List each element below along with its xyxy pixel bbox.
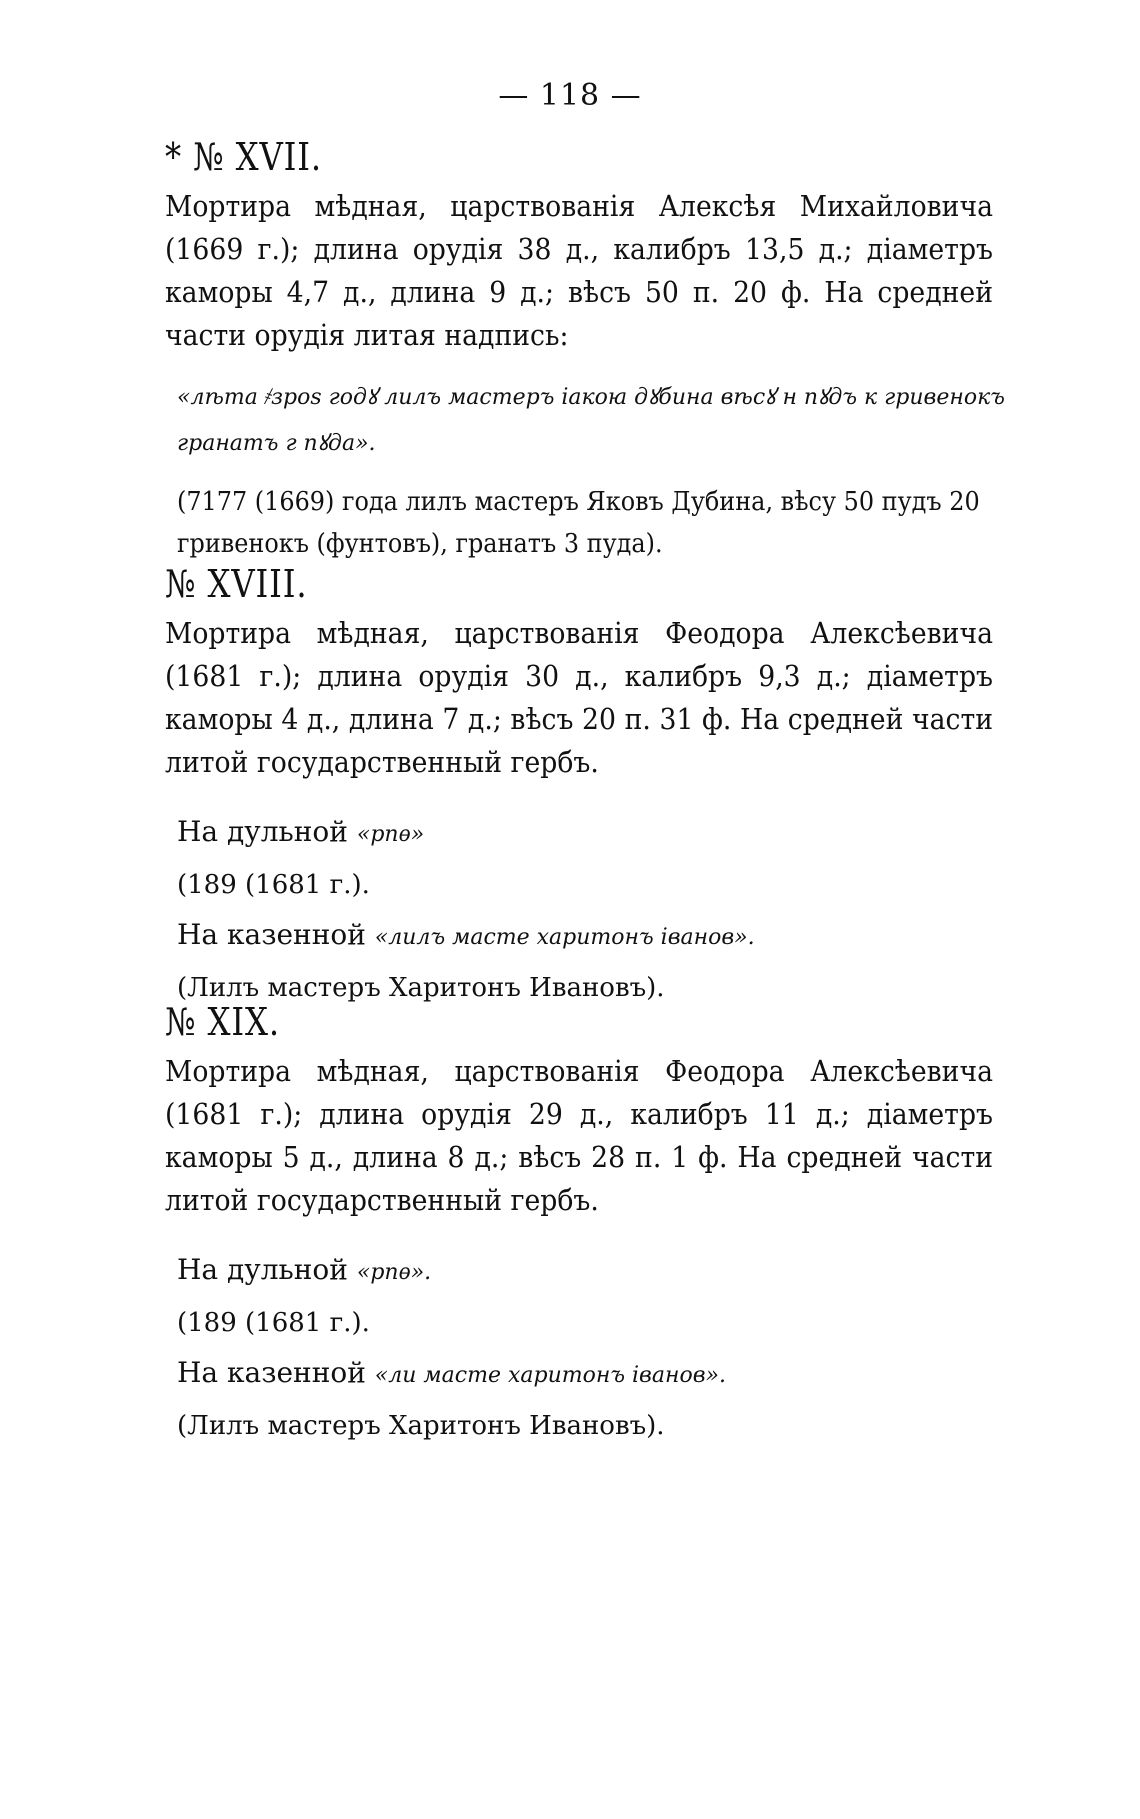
breech-translation: (Лилъ мастеръ Харитонъ Ивановъ).	[177, 1411, 665, 1441]
muzzle-date: (189 (1681 г.).	[177, 1308, 370, 1338]
section-xviii	[165, 562, 995, 1020]
inscription-translation: (7177 (1669) года лилъ мастеръ Яковъ Дубина, вѣсу 50 пудъ 20 гривенокъ (фунтовъ), гранатъ 3 пуда).	[177, 487, 980, 559]
breech-inscription-line	[177, 917, 995, 956]
section-xvii	[165, 135, 1005, 565]
muzzle-inscription: «рпѳ»	[356, 822, 425, 847]
muzzle-label: На дульной	[177, 1253, 348, 1286]
section-description: Мортира мѣдная, царствованія Феодора Алексѣевича (1681 г.); длина орудія 30 д., калибръ 9,3 д.; діаметръ каморы 4 д., длина 7 д.; вѣсъ 20 п. 31 ф. На средней части литой государственный гербъ.	[165, 616, 993, 779]
breech-inscription: «лилъ масте харитонъ іванов».	[374, 925, 755, 950]
page-number: — 118 —	[498, 78, 642, 113]
section-heading: № XVIII.	[165, 562, 308, 606]
breech-inscription-line	[177, 1355, 995, 1394]
muzzle-inscription-line	[177, 814, 995, 853]
section-xix	[165, 1000, 995, 1458]
section-description: Мортира мѣдная, царствованія Алексѣя Михайловича (1669 г.); длина орудія 38 д., калибръ 13,5 д.; діаметръ каморы 4,7 д., длина 9 д.; вѣсъ 50 п. 20 ф. На средней части орудія литая надпись:	[165, 189, 993, 352]
muzzle-date: (189 (1681 г.).	[177, 870, 370, 900]
breech-label: На казенной	[177, 1356, 366, 1389]
section-heading: № XIX.	[165, 1000, 280, 1044]
breech-inscription: «ли масте харитонъ іванов».	[374, 1363, 726, 1388]
muzzle-inscription: «рпѳ».	[356, 1260, 432, 1285]
muzzle-inscription-line	[177, 1252, 995, 1291]
muzzle-label: На дульной	[177, 815, 348, 848]
section-heading: * № XVII.	[165, 135, 323, 179]
breech-translation: (Лилъ мастеръ Харитонъ Ивановъ).	[177, 973, 665, 1003]
section-description: Мортира мѣдная, царствованія Феодора Алексѣевича (1681 г.); длина орудія 29 д., калибръ 11 д.; діаметръ каморы 5 д., длина 8 д.; вѣсъ 28 п. 1 ф. На средней части литой государственный гербъ.	[165, 1054, 993, 1217]
breech-label: На казенной	[177, 918, 366, 951]
old-slavonic-inscription: «лѣта ҂зроѕ годꙋ лилъ мастеръ іакоꙗ дꙋбина вѣсꙋ н пꙋдъ к гривенокъ гранатъ г пꙋда».	[177, 385, 1005, 456]
